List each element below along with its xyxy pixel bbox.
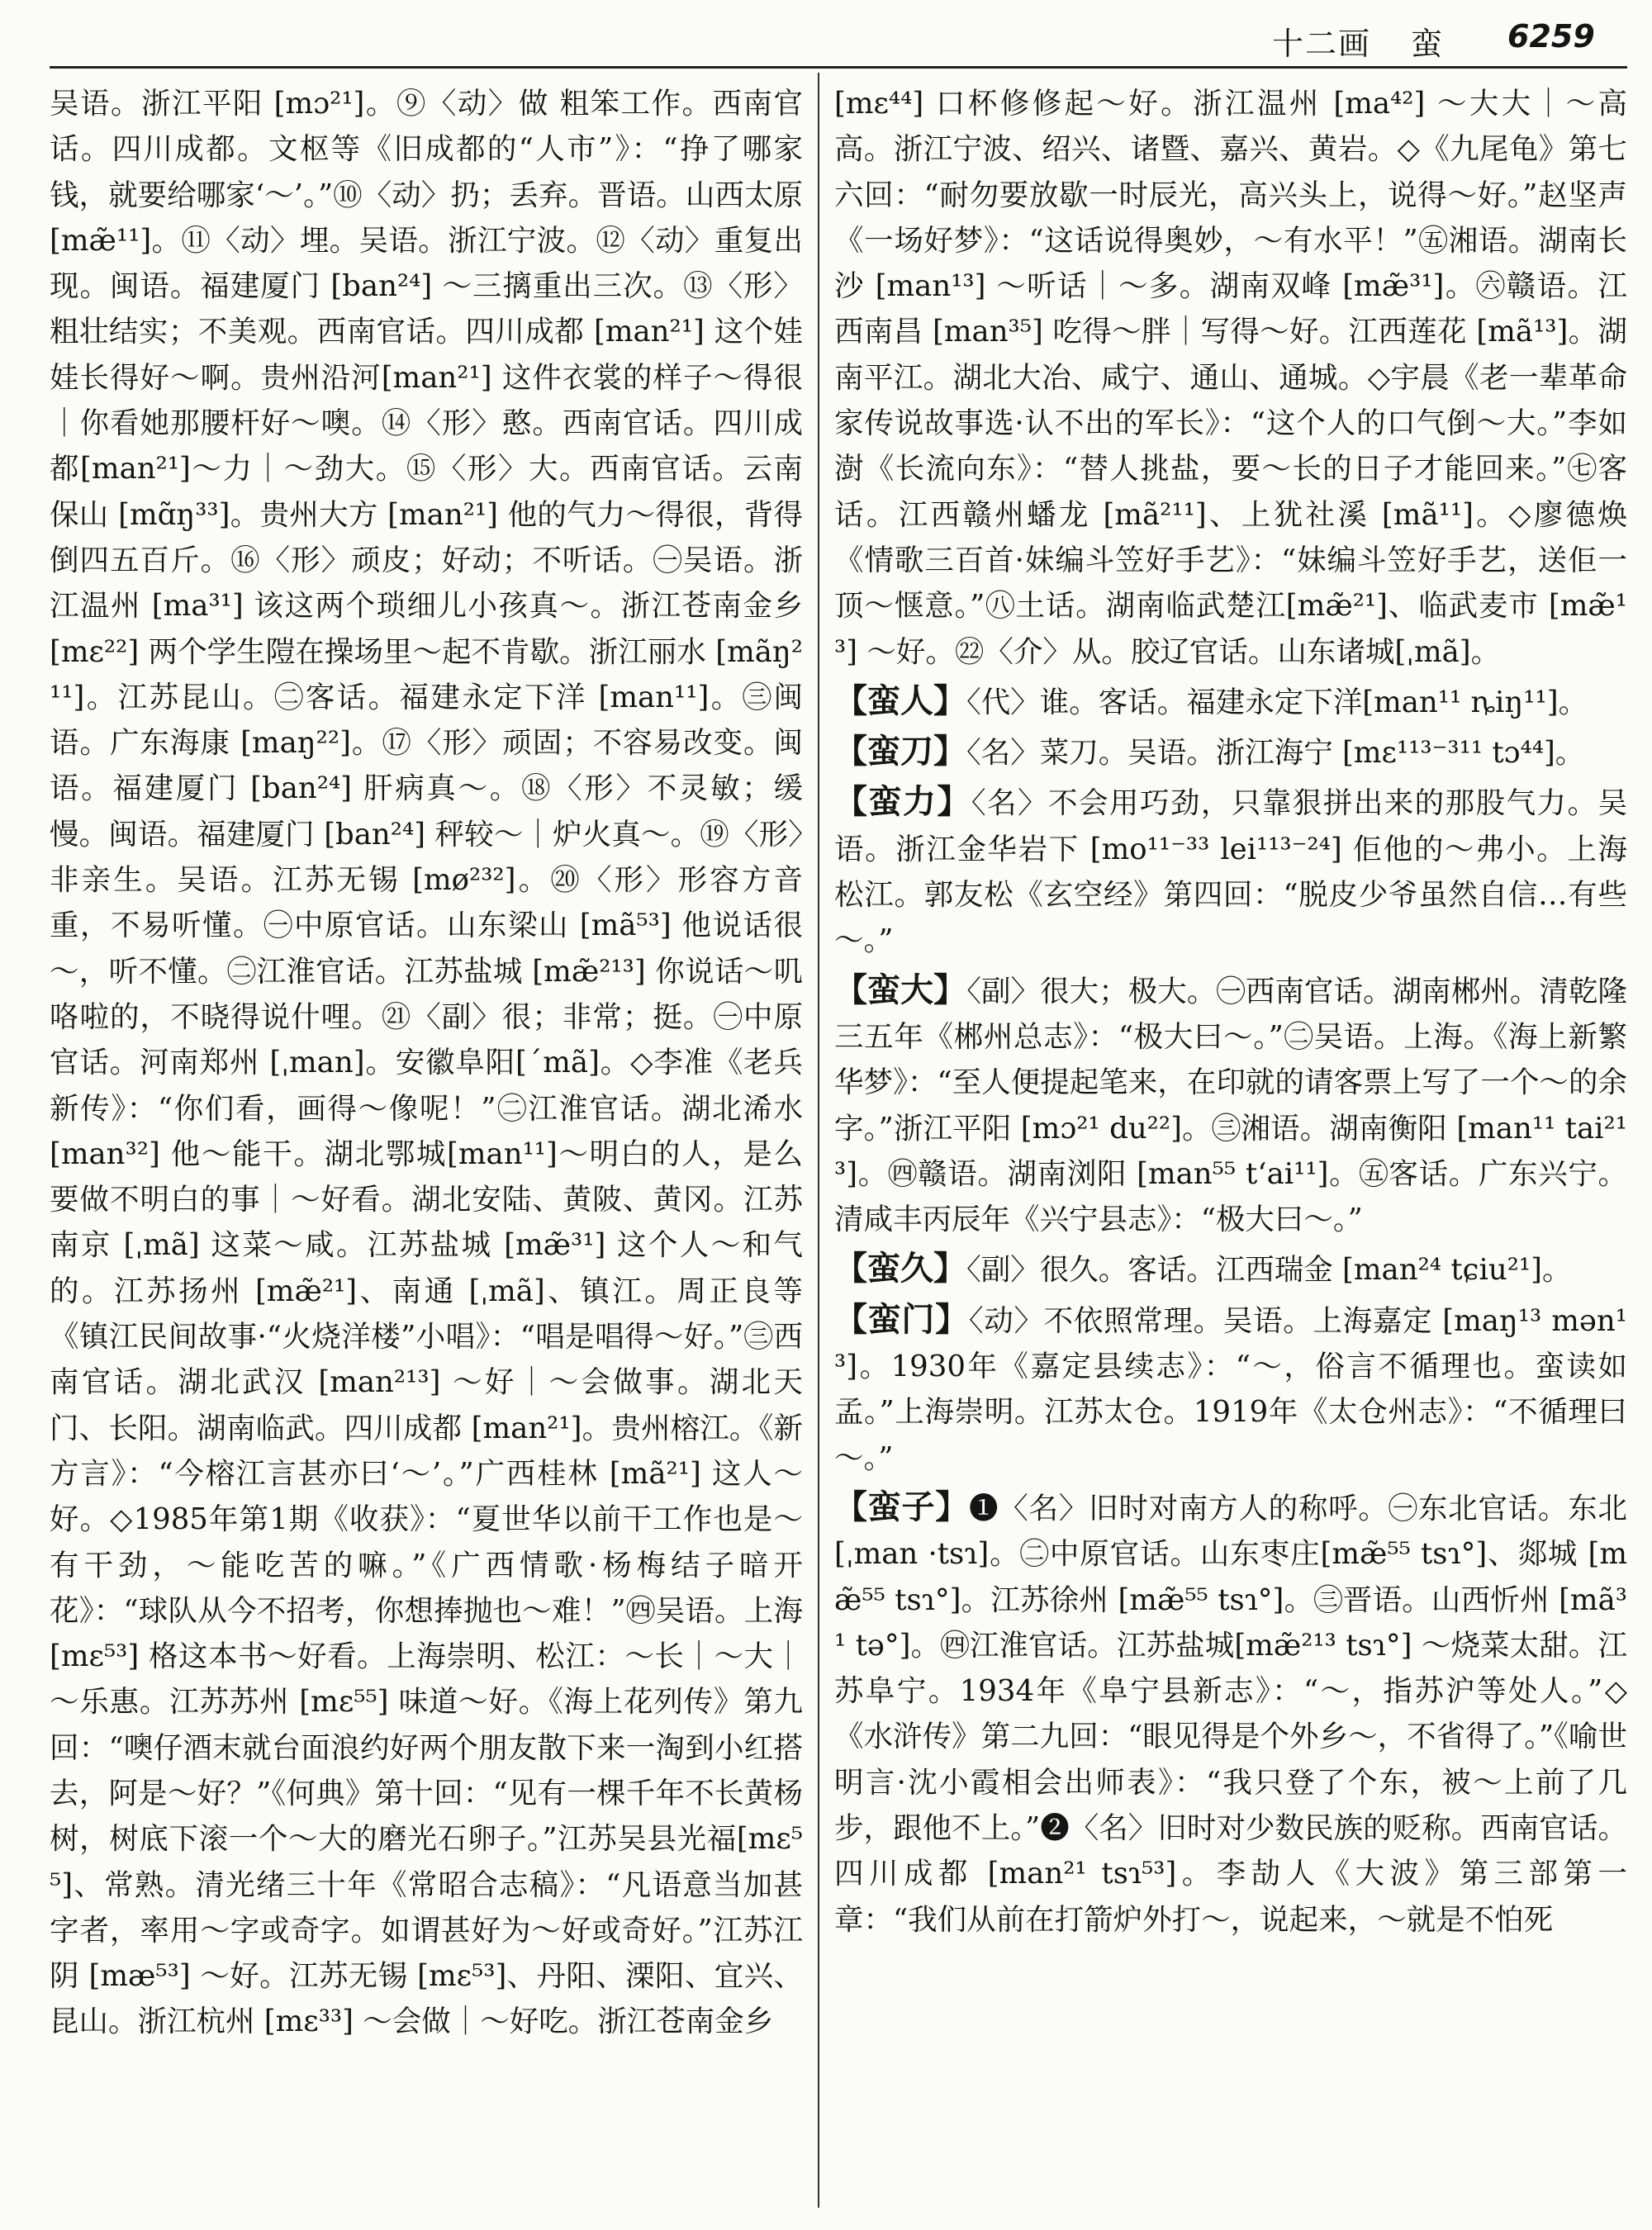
left-column bbox=[50, 81, 803, 2212]
entry-manmen bbox=[834, 1297, 1627, 1481]
entry-definition: 〈动〉不依照常理。吴语。上海嘉定 [maŋ¹³ mən¹³]。1930年《嘉定县续志》：“～，俗言不循理也。蛮读如孟。”上海崇明。江苏太仓。1919年《太仓州志》：“不循理曰～。” bbox=[834, 1303, 1627, 1475]
entry-mandao bbox=[834, 728, 1627, 776]
entry-manzi bbox=[834, 1484, 1627, 1943]
column-divider bbox=[818, 73, 819, 2208]
header-rule bbox=[50, 66, 1627, 69]
right-column bbox=[834, 81, 1627, 2212]
entry-headword: 【蛮久】 bbox=[834, 1249, 966, 1288]
entry-headword: 【蛮人】 bbox=[834, 681, 966, 720]
entry-headword: 【蛮大】 bbox=[834, 970, 967, 1009]
entry-definition: 〈代〉谁。客话。福建永定下洋[man¹¹ ȵiŋ¹¹]。 bbox=[966, 685, 1588, 719]
entry-headword: 【蛮力】 bbox=[834, 782, 971, 822]
entry-definition: 〈名〉菜刀。吴语。浙江海宁 [mɛ¹¹³⁻³¹¹ tɔ⁴⁴]。 bbox=[966, 736, 1585, 771]
entry-manda bbox=[834, 967, 1627, 1243]
entry-headword: 【蛮子】 bbox=[834, 1487, 970, 1526]
entry-manli bbox=[834, 779, 1627, 963]
page-header bbox=[1272, 18, 1627, 62]
header-character: 蛮 bbox=[1411, 26, 1443, 62]
entry-definition: 〈副〉很久。客话。江西瑞金 [man²⁴ tɕiu²¹]。 bbox=[966, 1253, 1572, 1288]
page-number: 6259 bbox=[1507, 18, 1595, 55]
entry-definition: 〈名〉不会用巧劲，只靠狠拼出来的那股气力。吴语。浙江金华岩下 [mo¹¹⁻³³ lei¹¹³⁻²⁴] 佢他的～弗小。上海松江。郭友松《玄空经》第四回：“脱皮少爷虽然自信…有些～。” bbox=[834, 786, 1627, 958]
entry-headword: 【蛮刀】 bbox=[834, 732, 966, 771]
section-label: 十二画 bbox=[1272, 26, 1372, 62]
continued-entry-text: [mɛ⁴⁴] 口杯修修起～好。浙江温州 [ma⁴²] ～大大｜～高高。浙江宁波、绍兴、诸暨、嘉兴、黄岩。◇《九尾龟》第七六回：“耐勿要放歇一时辰光，高兴头上，说得～好。”赵坚声《一场好梦》：“这话说得奥妙，～有水平！”㊄湘语。湖南长沙 [man¹³] ～听话｜～多。湖南双峰 [mæ̃³¹]。㊅赣语。江西南昌 [man³⁵] 吃得～胖｜写得～好。江西莲花 [mã¹³]。湖南平江。湖北大冶、咸宁、通山、通城。◇宇晨《老一辈革命家传说故事选·认不出的军长》：“这个人的口气倒～大。”李如澍《长流向东》：“替人挑盐，要～长的日子才能回来。”㊆客话。江西赣州蟠龙 [mã²¹¹]、上犹社溪 [mã¹¹]。◇廖德焕《情歌三百首·妹编斗笠好手艺》：“妹编斗笠好手艺，送佢一顶～惬意。”㊇土话。湖南临武楚江[mæ̃²¹]、临武麦市 [mæ̃¹³] ～好。㉒〈介〉从。胶辽官话。山东诸城[ˌmã]。 bbox=[834, 87, 1627, 669]
entry-definition: ❶〈名〉旧时对南方人的称呼。㊀东北官话。东北[ˌman ·tsɿ]。㊁中原官话。山东枣庄[mæ̃⁵⁵ tsɿ°]、郯城 [mæ̃⁵⁵ tsɿ°]。江苏徐州 [mæ̃⁵⁵ tsɿ°]。㊂晋语。山西忻州 [mã³¹ tə°]。㊃江淮官话。江苏盐城[mæ̃²¹³ tsɿ°] ～烧菜太甜。江苏阜宁。1934年《阜宁县新志》：“～，指苏沪等处人。”◇《水浒传》第二九回：“眼见得是个外乡～，不省得了。”《喻世明言·沈小霞相会出师表》：“我只登了个东，被～上前了几步，跟他不上。”❷〈名〉旧时对少数民族的贬称。西南官话。四川成都 [man²¹ tsɿ⁵³]。李劼人《大波》第三部第一章：“我们从前在打箭炉外打～，说起来，～就是不怕死 bbox=[834, 1491, 1627, 1937]
entry-manren bbox=[834, 678, 1627, 725]
entry-manjiu bbox=[834, 1245, 1627, 1293]
entry-definition: 〈副〉很大；极大。㊀西南官话。湖南郴州。清乾隆三五年《郴州总志》：“极大曰～。”㊁吴语。上海。《海上新繁华梦》：“至人便提起笔来，在印就的请客票上写了一个～的余字。”浙江平阳 [mɔ²¹ du²²]。㊂湘语。湖南衡阳 [man¹¹ tai²¹³]。㊃赣语。湖南浏阳 [man⁵⁵ tʻai¹¹]。㊄客话。广东兴宁。清咸丰丙辰年《兴宁县志》：“极大曰～。” bbox=[834, 974, 1627, 1237]
entry-headword: 【蛮门】 bbox=[834, 1299, 969, 1339]
left-column-text: 吴语。浙江平阳 [mɔ²¹]。⑨〈动〉做 粗笨工作。西南官话。四川成都。文枢等《旧成都的“人市”》：“挣了哪家钱，就要给哪家‘～’。”⑩〈动〉扔；丢弃。晋语。山西太原 [mæ̃¹¹]。⑪〈动〉埋。吴语。浙江宁波。⑫〈动〉重复出现。闽语。福建厦门 [ban²⁴] ～三摛重出三次。⑬〈形〉粗壮结实；不美观。西南官话。四川成都 [man²¹] 这个娃娃长得好～啊。贵州沿河[man²¹] 这件衣裳的样子～得很｜你看她那腰杆好～噢。⑭〈形〉憨。西南官话。四川成都[man²¹]～力｜～劲大。⑮〈形〉大。西南官话。云南保山 [mɑ̃ŋ³³]。贵州大方 [man²¹] 他的气力～得很，背得倒四五百斤。⑯〈形〉顽皮；好动；不听话。㊀吴语。浙江温州 [ma³¹] 该这两个琐细儿小孩真～。浙江苍南金乡 [mɛ²²] 两个学生隑在操场里～起不肯歇。浙江丽水 [mãŋ²¹¹]。江苏昆山。㊁客话。福建永定下洋 [man¹¹]。㊂闽语。广东海康 [maŋ²²]。⑰〈形〉顽固；不容易改变。闽语。福建厦门 [ban²⁴] 肝病真～。⑱〈形〉不灵敏；缓慢。闽语。福建厦门 [ban²⁴] 秤较～｜炉火真～。⑲〈形〉非亲生。吴语。江苏无锡 [mø²³²]。⑳〈形〉形容方音重，不易听懂。㊀中原官话。山东梁山 [mã⁵³] 他说话很～，听不懂。㊁江淮官话。江苏盐城 [mæ̃²¹³] 你说话～叽咯啦的，不晓得说什哩。㉑〈副〉很；非常；挺。㊀中原官话。河南郑州 [ˌman]。安徽阜阳[ˊmã]。◇李准《老兵新传》：“你们看，画得～像呢！”㊁江淮官话。湖北浠水 [man³²] 他～能干。湖北鄂城[man¹¹]～明白的人，是么要做不明白的事｜～好看。湖北安陆、黄陂、黄冈。江苏南京 [ˌmã] 这菜～咸。江苏盐城 [mæ̃³¹] 这个人～和气的。江苏扬州 [mæ̃²¹]、南通 [ˌmã]、镇江。周正良等《镇江民间故事·“火烧洋楼”小唱》：“唱是唱得～好。”㊂西南官话。湖北武汉 [man²¹³] ～好｜～会做事。湖北天门、长阳。湖南临武。四川成都 [man²¹]。贵州榕江。《新方言》：“今榕江言甚亦曰‘～’。”广西桂林 [mã²¹] 这人～好。◇1985年第1期《收获》：“夏世华以前干工作也是～有干劲，～能吃苦的嘛。”《广西情歌·杨梅结子暗开花》：“球队从今不招考，你想捧抛也～难！”㊃吴语。上海 [mɛ⁵³] 格这本书～好看。上海崇明、松江：～长｜～大｜～乐惠。江苏苏州 [mɛ⁵⁵] 味道～好。《海上花列传》第九回：“噢仔酒末就台面浪约好两个朋友散下来一淘到小红搭去，阿是～好？”《何典》第十回：“见有一棵千年不长黄杨树，树底下滚一个～大的磨光石卵子。”江苏吴县光福[mɛ⁵⁵]、常熟。清光绪三十年《常昭合志稿》：“凡语意当加甚字者，率用～字或奇字。如谓甚好为～好或奇好。”江苏江阴 [mæ⁵³] ～好。江苏无锡 [mɛ⁵³]、丹阳、溧阳、宜兴、昆山。浙江杭州 [mɛ³³] ～会做｜～好吃。浙江苍南金乡 bbox=[50, 87, 803, 2039]
